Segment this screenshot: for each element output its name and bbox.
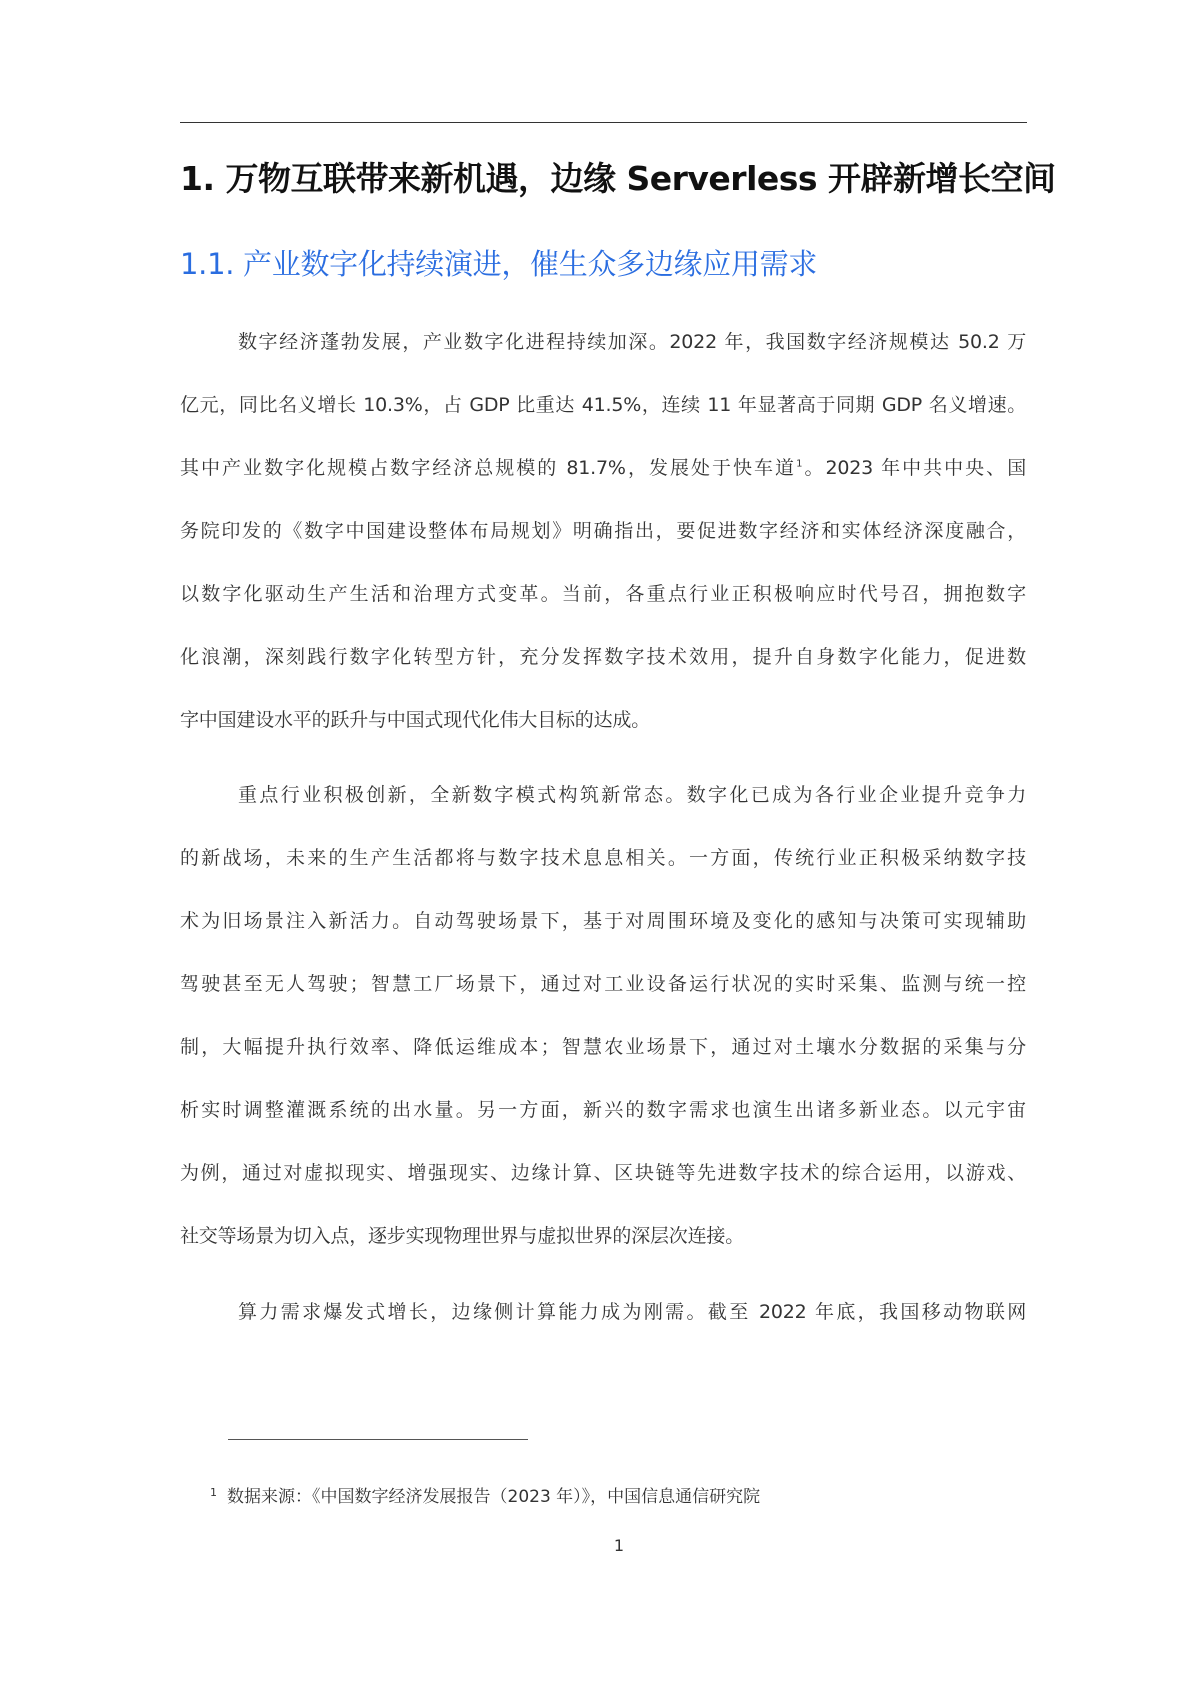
footnote-reference[interactable]: 1 (796, 458, 803, 470)
paragraph-line-text: 。2023 年中共中央、国 (802, 457, 1026, 479)
paragraph-line: 字中国建设水平的跃升与中国式现代化伟大目标的达成。 (180, 709, 651, 731)
paragraph-line: 亿元，同比名义增长 10.3%，占 GDP 比重达 41.5%，连续 11 年显著高于同期 GDP 名义增速。 (180, 394, 1026, 416)
paragraph-line: 析实时调整灌溉系统的出水量。另一方面，新兴的数字需求也演生出诸多新业态。以元宇宙 (180, 1099, 1026, 1121)
section-heading-1-1: 1.1. 产业数字化持续演进，催生众多边缘应用需求 (180, 247, 818, 281)
footnote-text: 数据来源：《中国数字经济发展报告（2023 年）》，中国信息通信研究院 (227, 1487, 761, 1507)
footnote-separator (228, 1439, 528, 1440)
paragraph-compute-demand (180, 1281, 1026, 1344)
paragraph-line: 算力需求爆发式增长，边缘侧计算能力成为刚需。截至 2022 年底，我国移动物联网 (238, 1301, 1026, 1323)
paragraph-line: 驾驶甚至无人驾驶；智慧工厂场景下，通过对工业设备运行状况的实时采集、监测与统一控 (180, 973, 1026, 995)
paragraph-digital-economy (180, 311, 1026, 752)
paragraph-line-with-footnote (180, 437, 1026, 500)
section-heading-1: 1. 万物互联带来新机遇，边缘 Serverless 开辟新增长空间 (180, 159, 1056, 198)
page-number: 1 (613, 1536, 625, 1555)
footnote-marker: 1 (210, 1486, 217, 1499)
paragraph-line: 务院印发的《数字中国建设整体布局规划》明确指出，要促进数字经济和实体经济深度融合， (180, 520, 1026, 542)
paragraph-line-text: 其中产业数字化规模占数字经济总规模的 81.7%，发展处于快车道 (180, 457, 797, 479)
paragraph-line: 为例，通过对虚拟现实、增强现实、边缘计算、区块链等先进数字技术的综合运用，以游戏、 (180, 1162, 1026, 1184)
paragraph-line: 数字经济蓬勃发展，产业数字化进程持续加深。2022 年，我国数字经济规模达 50.2 万 (238, 331, 1026, 353)
paragraph-line: 以数字化驱动生产生活和治理方式变革。当前，各重点行业正积极响应时代号召，拥抱数字 (180, 583, 1026, 605)
footnote (210, 1482, 760, 1507)
header-rule (180, 122, 1027, 123)
paragraph-industry-innovation (180, 764, 1026, 1268)
paragraph-line: 社交等场景为切入点，逐步实现物理世界与虚拟世界的深层次连接。 (180, 1225, 745, 1247)
paragraph-line: 重点行业积极创新，全新数字模式构筑新常态。数字化已成为各行业企业提升竞争力 (238, 784, 1026, 806)
paragraph-line: 术为旧场景注入新活力。自动驾驶场景下，基于对周围环境及变化的感知与决策可实现辅助 (180, 910, 1026, 932)
paragraph-line: 化浪潮，深刻践行数字化转型方针，充分发挥数字技术效用，提升自身数字化能力，促进数 (180, 646, 1026, 668)
paragraph-line: 的新战场，未来的生产生活都将与数字技术息息相关。一方面，传统行业正积极采纳数字技 (180, 847, 1026, 869)
paragraph-line: 制，大幅提升执行效率、降低运维成本；智慧农业场景下，通过对土壤水分数据的采集与分 (180, 1036, 1026, 1058)
